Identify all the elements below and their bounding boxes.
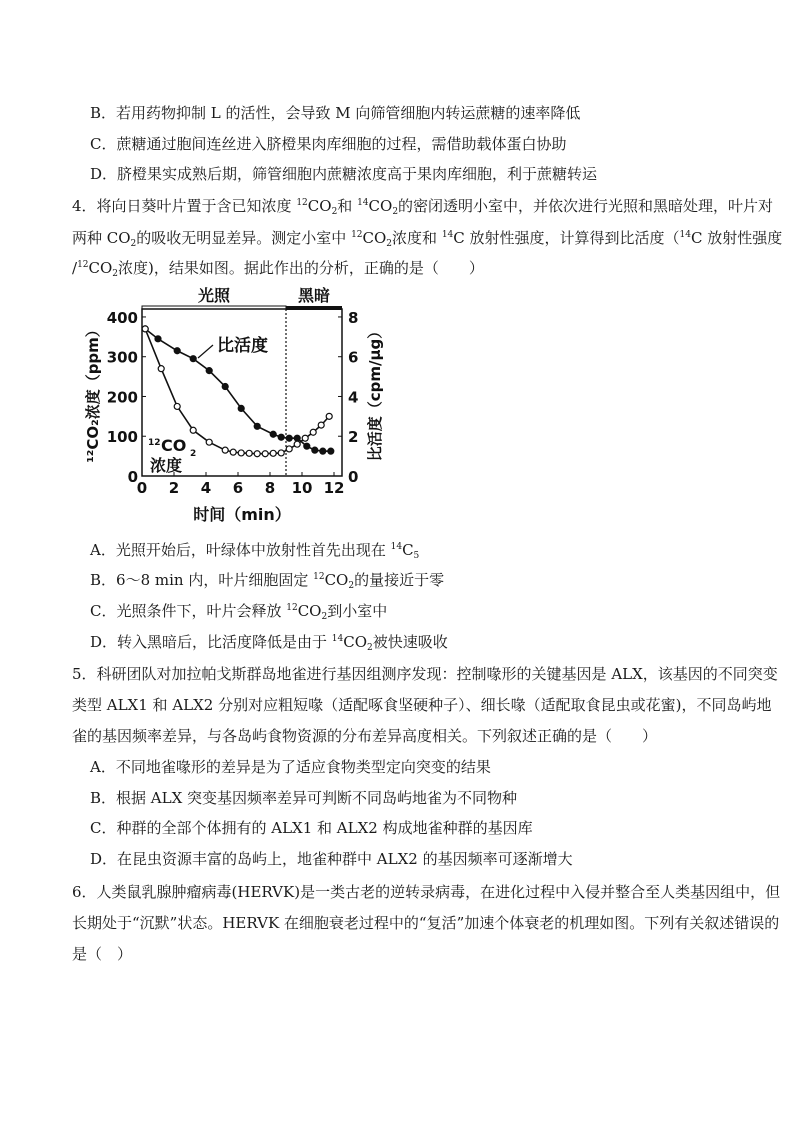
x-tick-label: 4 [200, 479, 212, 497]
dark-phase-label: 黑暗 [297, 286, 331, 305]
activity-point [278, 434, 284, 440]
option-c-prev: C．蔗糖通过胞间连丝进入脐橙果肉库细胞的过程，需借助载体蛋白协助 [90, 135, 567, 153]
x-tick-label: 2 [168, 479, 180, 497]
co2-point [262, 451, 268, 457]
activity-point [238, 405, 244, 411]
y-right-tick-label: 8 [348, 308, 359, 327]
y-right-tick-label: 2 [348, 428, 359, 447]
activity-point [286, 435, 292, 441]
co2-point [230, 449, 236, 455]
q4-option-c: C．光照条件下，叶片会释放 $^{12}CO_2$到小室中 [90, 602, 388, 622]
x-axis-label: 时间（min） [193, 505, 291, 524]
co2-point [142, 326, 148, 332]
y-left-tick-label: 100 [106, 428, 138, 447]
co2-point [318, 422, 324, 428]
activity-point [155, 336, 161, 342]
co2-point [174, 403, 180, 409]
activity-point [254, 423, 260, 429]
activity-point [206, 368, 212, 374]
specific-activity-pointer [198, 345, 213, 358]
q6-stem-line2: 长期处于“沉默”状态。HERVK 在细胞衰老过程中的“复活”加速个体衰老的机理如图。下列有关叙述错误的 [72, 914, 780, 932]
y-right-tick-label: 6 [348, 348, 359, 367]
x-tick-label: 10 [291, 479, 313, 497]
q5-stem-line2: 类型 ALX1 和 ALX2 分别对应粗短喙（适配啄食坚硬种子）、细长喙（适配取食昆虫或花蜜)，不同岛屿地 [72, 696, 772, 714]
q4-stem-line3: $/^{12}CO_2$浓度)，结果如图。据此作出的分析，正确的是（ ） [72, 259, 484, 279]
co2-point [222, 447, 228, 453]
co2-point [326, 413, 332, 419]
co2-point [190, 427, 196, 433]
activity-point [294, 435, 300, 441]
activity-point [304, 443, 310, 449]
activity-point [270, 431, 276, 437]
y-left-tick-label: 0 [127, 468, 138, 486]
y-right-tick-label: 4 [348, 388, 359, 407]
co2-point [246, 450, 252, 456]
q4-stem-line1: 4．将向日葵叶片置于含已知浓度 $^{12}CO_2$和 $^{14}CO_2$的密闭透明小室中，并依次进行光照和黑暗处理，叶片对 [72, 197, 774, 217]
co2-point [302, 435, 308, 441]
co2-point [270, 450, 276, 456]
q4-option-d: D．转入黑暗后，比活度降低是由于 $^{14}CO_2$被快速吸收 [90, 633, 448, 653]
x-tick-label: 0 [136, 479, 148, 497]
co2-point [286, 446, 292, 452]
y-right-tick-label: 0 [348, 468, 359, 486]
q4-stem-line2: 两种 $CO_2$的吸收无明显差异。测定小室中 $^{12}CO_2$浓度和 $^{14}$C 放射性强度，计算得到比活度（$^{14}$C 放射性强度 [72, 229, 783, 249]
light-phase-label: 光照 [197, 286, 231, 305]
q5-option-d: D．在昆虫资源丰富的岛屿上，地雀种群中 ALX2 的基因频率可逐渐增大 [90, 850, 573, 868]
co2-activity-chart [80, 285, 384, 535]
activity-point [190, 356, 196, 362]
q5-stem-line1: 5．科研团队对加拉帕戈斯群岛地雀进行基因组测序发现：控制喙形的关键基因是 ALX，该基因的不同突变 [72, 665, 778, 683]
y-left-tick-label: 400 [106, 308, 138, 327]
q6-stem-line3: 是（ ） [72, 945, 133, 963]
y-left-axis-label: ¹²CO₂浓度（ppm） [84, 322, 102, 463]
q5-option-b: B．根据 ALX 突变基因频率差异可判断不同岛屿地雀为不同物种 [90, 789, 518, 807]
activity-point [320, 448, 326, 454]
activity-point [174, 348, 180, 354]
x-tick-label: 8 [264, 479, 276, 497]
x-tick-label: 12 [323, 479, 345, 497]
q4-option-a: A．光照开始后，叶绿体中放射性首先出现在 $^{14}C_5$ [90, 541, 420, 561]
option-d-prev: D．脐橙果实成熟后期，筛管细胞内蔗糖浓度高于果肉库细胞，利于蔗糖转运 [90, 165, 598, 183]
co2-point [254, 451, 260, 457]
y-right-axis-label: 比活度（cpm/μg） [366, 323, 384, 462]
q6-stem-line1: 6．人类鼠乳腺肿瘤病毒(HERVK)是一类古老的逆转录病毒，在进化过程中入侵并整合至人类基因组中，但 [72, 883, 781, 901]
co2-label-sup: 12 [148, 438, 161, 448]
co2-point [310, 429, 316, 435]
specific-activity-label: 比活度 [217, 336, 268, 356]
x-tick-label: 6 [232, 479, 244, 497]
q5-option-a: A．不同地雀喙形的差异是为了适应食物类型定向突变的结果 [90, 758, 491, 776]
y-left-tick-label: 300 [106, 348, 138, 367]
co2-point [294, 441, 300, 447]
co2-label-sub: 2 [190, 449, 197, 459]
q4-option-b: B．6～8 min 内，叶片细胞固定 $^{12}CO_2$的量接近于零 [90, 571, 445, 591]
co2-label-top: CO [161, 436, 187, 455]
option-b-prev: B．若用药物抑制 L 的活性，会导致 M 向筛管细胞内转运蔗糖的速率降低 [90, 104, 581, 122]
co2-point [278, 450, 284, 456]
co2-point [238, 450, 244, 456]
q5-stem-line3: 雀的基因频率差异，与各岛屿食物资源的分布差异高度相关。下列叙述正确的是（ ） [72, 727, 658, 745]
activity-point [312, 447, 318, 453]
co2-point [206, 439, 212, 445]
activity-point [222, 384, 228, 390]
co2-label-bottom: 浓度 [150, 456, 183, 475]
co2-point [158, 366, 164, 372]
q5-option-c: C．种群的全部个体拥有的 ALX1 和 ALX2 构成地雀种群的基因库 [90, 819, 533, 837]
activity-point [328, 448, 334, 454]
y-left-tick-label: 200 [106, 388, 138, 407]
